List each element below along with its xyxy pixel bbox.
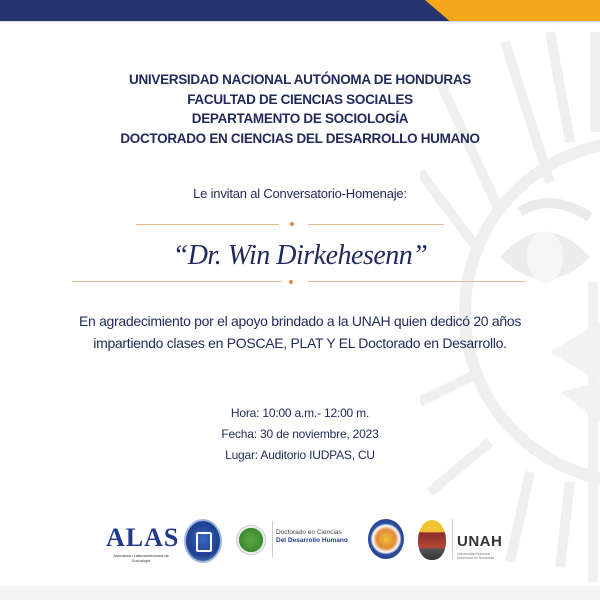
divider-upper-dot bbox=[290, 222, 294, 226]
divider-lower-right bbox=[308, 281, 526, 282]
header-accent-stripe bbox=[425, 0, 600, 21]
doctorado-separator bbox=[272, 521, 273, 557]
gratitude-message bbox=[0, 310, 600, 354]
event-details bbox=[0, 403, 600, 466]
seal-emblem-icon bbox=[196, 532, 212, 552]
invitation-intro: Le invitan al Conversatorio-Homenaje: bbox=[193, 186, 407, 201]
unah-subtitle: Universidad Nacional Autónoma de Honduras bbox=[457, 552, 494, 560]
footer-band bbox=[0, 586, 600, 600]
unah-wordmark: UNAH bbox=[457, 533, 503, 550]
doctorado-logo-line2: Del Desarrollo Humano bbox=[276, 537, 348, 544]
event-place: Lugar: Auditorio IUDPAS, CU bbox=[225, 448, 375, 462]
department-name: DEPARTAMENTO DE SOCIOLOGÍA bbox=[191, 111, 409, 126]
honoree-name: “Dr. Win Dirkehesenn” bbox=[172, 240, 428, 271]
header-band bbox=[0, 0, 600, 21]
alas-subtitle: Asociación Latinoamericana de Sociología bbox=[113, 553, 169, 563]
alas-wordmark: ALAS bbox=[106, 523, 180, 552]
alas-logo bbox=[100, 515, 180, 565]
sociology-department-seal-icon bbox=[184, 519, 222, 563]
doctorado-globe-icon bbox=[236, 525, 266, 555]
tree-seal-icon bbox=[368, 519, 404, 559]
institution-header bbox=[0, 70, 600, 148]
gratitude-line-2: impartiendo clases en POSCAE, PLAT Y EL Doctorado en Desarrollo. bbox=[93, 335, 507, 351]
shield-seal-icon bbox=[418, 520, 446, 560]
unah-separator bbox=[452, 519, 453, 559]
gratitude-line-1: En agradecimiento por el apoyo brindado a la UNAH quien dedicó 20 años bbox=[78, 313, 522, 329]
divider-lower-left bbox=[72, 281, 282, 282]
doctorado-logo-line1: Doctorado en Ciencias bbox=[276, 529, 342, 536]
sponsor-logos bbox=[100, 515, 503, 575]
divider-lower-dot bbox=[289, 280, 293, 284]
program-name: DOCTORADO EN CIENCIAS DEL DESARROLLO HUMANO bbox=[120, 130, 480, 146]
faculty-name: FACULTAD DE CIENCIAS SOCIALES bbox=[187, 91, 413, 107]
university-name: UNIVERSIDAD NACIONAL AUTÓNOMA DE HONDURAS bbox=[129, 72, 471, 87]
divider-upper-right bbox=[308, 224, 444, 225]
event-date: Fecha: 30 de noviembre, 2023 bbox=[221, 427, 379, 441]
event-time: Hora: 10:00 a.m.- 12:00 m. bbox=[230, 406, 370, 420]
divider-upper-left bbox=[136, 224, 279, 225]
